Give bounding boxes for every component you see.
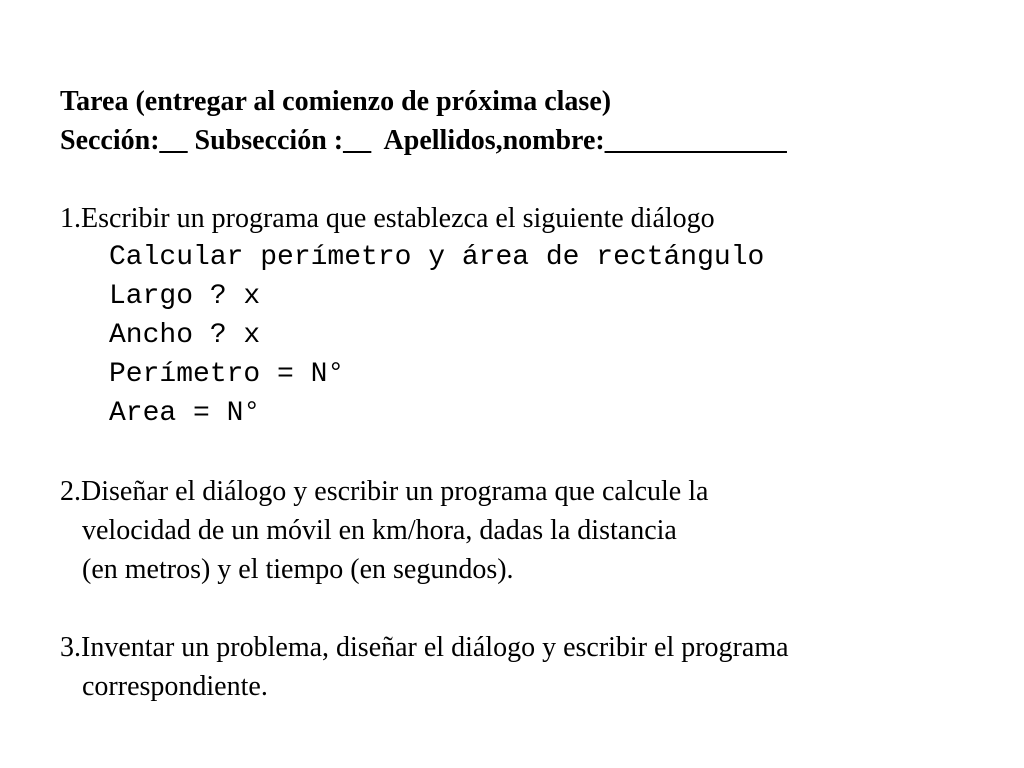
spacer: [60, 160, 1000, 199]
task-1-dialog: [60, 238, 1000, 433]
homework-document: [60, 82, 1000, 706]
spacer: [60, 589, 1000, 628]
dialog-line: Calcular perímetro y área de rectángulo: [109, 242, 765, 273]
homework-title: Tarea (entregar al comienzo de próxima clase): [60, 86, 612, 117]
dialog-line: Ancho ? x: [109, 320, 261, 351]
dialog-line: Area = N°: [109, 398, 261, 429]
task-3: [60, 628, 1000, 706]
student-fields: Sección:__ Subsección :__ Apellidos,nombre:_____________: [60, 125, 787, 156]
dialog-line: Largo ? x: [109, 281, 261, 312]
task-1-statement: 1.Escribir un programa que establezca el siguiente diálogo: [60, 203, 715, 234]
task-3-line: 3.Inventar un problema, diseñar el diálogo y escribir el programa: [60, 632, 789, 663]
task-2-line: (en metros) y el tiempo (en segundos).: [82, 554, 514, 585]
task-2-line: velocidad de un móvil en km/hora, dadas la distancia: [82, 515, 677, 546]
spacer: [60, 433, 1000, 472]
task-2: [60, 472, 1000, 589]
dialog-line: Perímetro = N°: [109, 359, 345, 390]
task-2-line: 2.Diseñar el diálogo y escribir un programa que calcule la: [60, 476, 709, 507]
task-3-line: correspondiente.: [82, 671, 268, 702]
